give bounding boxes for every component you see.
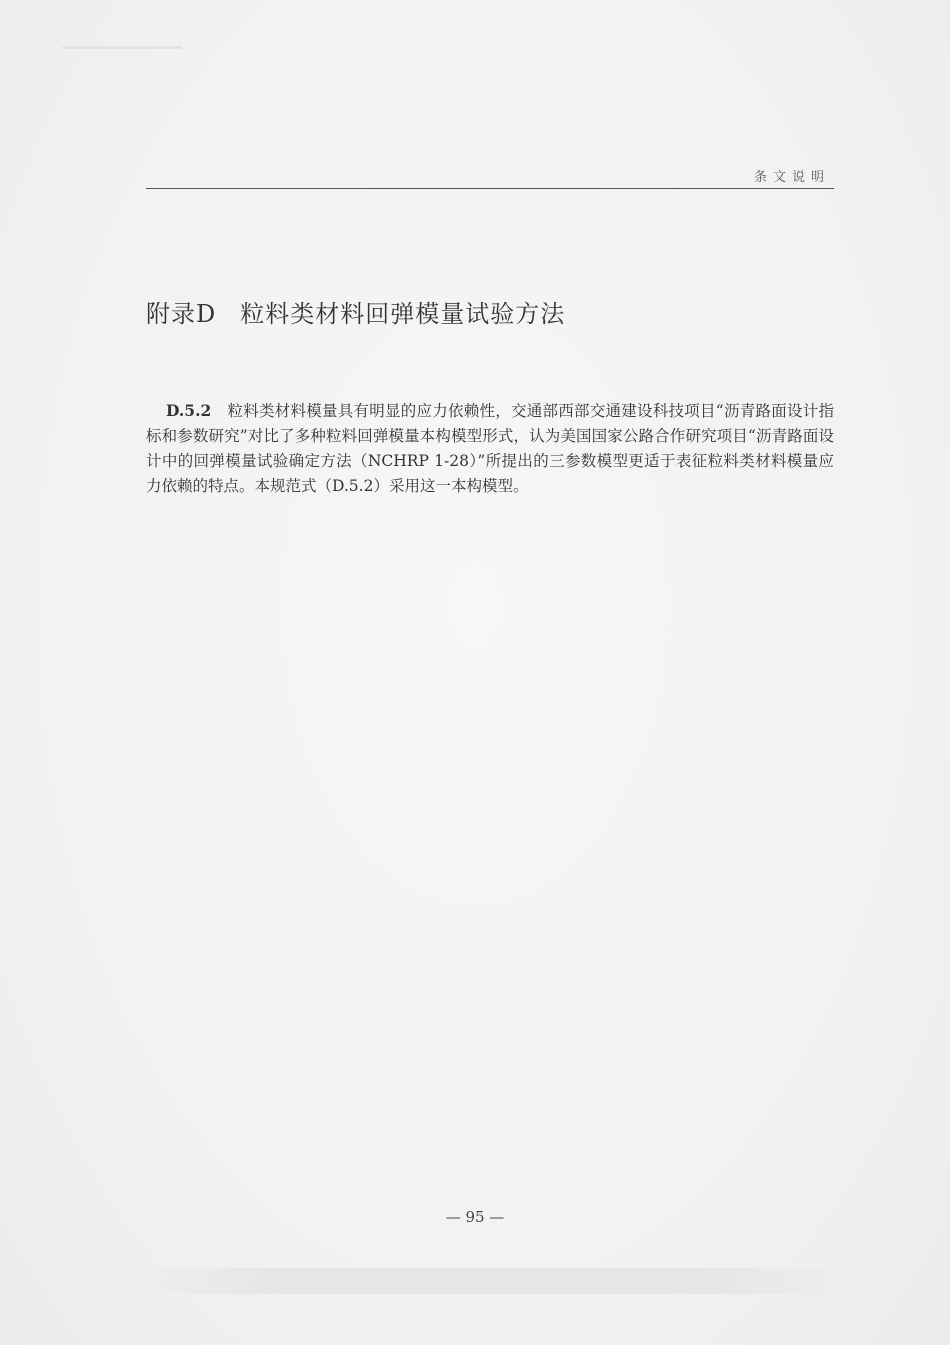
appendix-code: 附录D [146, 300, 217, 328]
header-rule [146, 188, 834, 189]
section-body: 粒料类材料模量具有明显的应力依赖性，交通部西部交通建设科技项目“沥青路面设计指标和参数研究”对比了多种粒料回弹模量本构模型形式，认为美国国家公路合作研究项目“沥青路面设计中的回弹模量试验确定方法（NCHRP 1-28）”所提出的三参数模型更适于表征粒料类材料模量应力依赖的特点。本规范式（D.5.2）采用这一本构模型。 [146, 402, 834, 495]
section-number: D.5.2 [166, 401, 212, 420]
section-paragraph [146, 398, 834, 499]
scan-artifact [62, 46, 182, 49]
running-header: 条文说明 [753, 170, 830, 185]
appendix-title: 粒料类材料回弹模量试验方法 [240, 300, 566, 328]
scan-artifact-footer [130, 1268, 850, 1294]
page-number: — 95 — [445, 1208, 505, 1226]
appendix-heading [146, 294, 565, 329]
